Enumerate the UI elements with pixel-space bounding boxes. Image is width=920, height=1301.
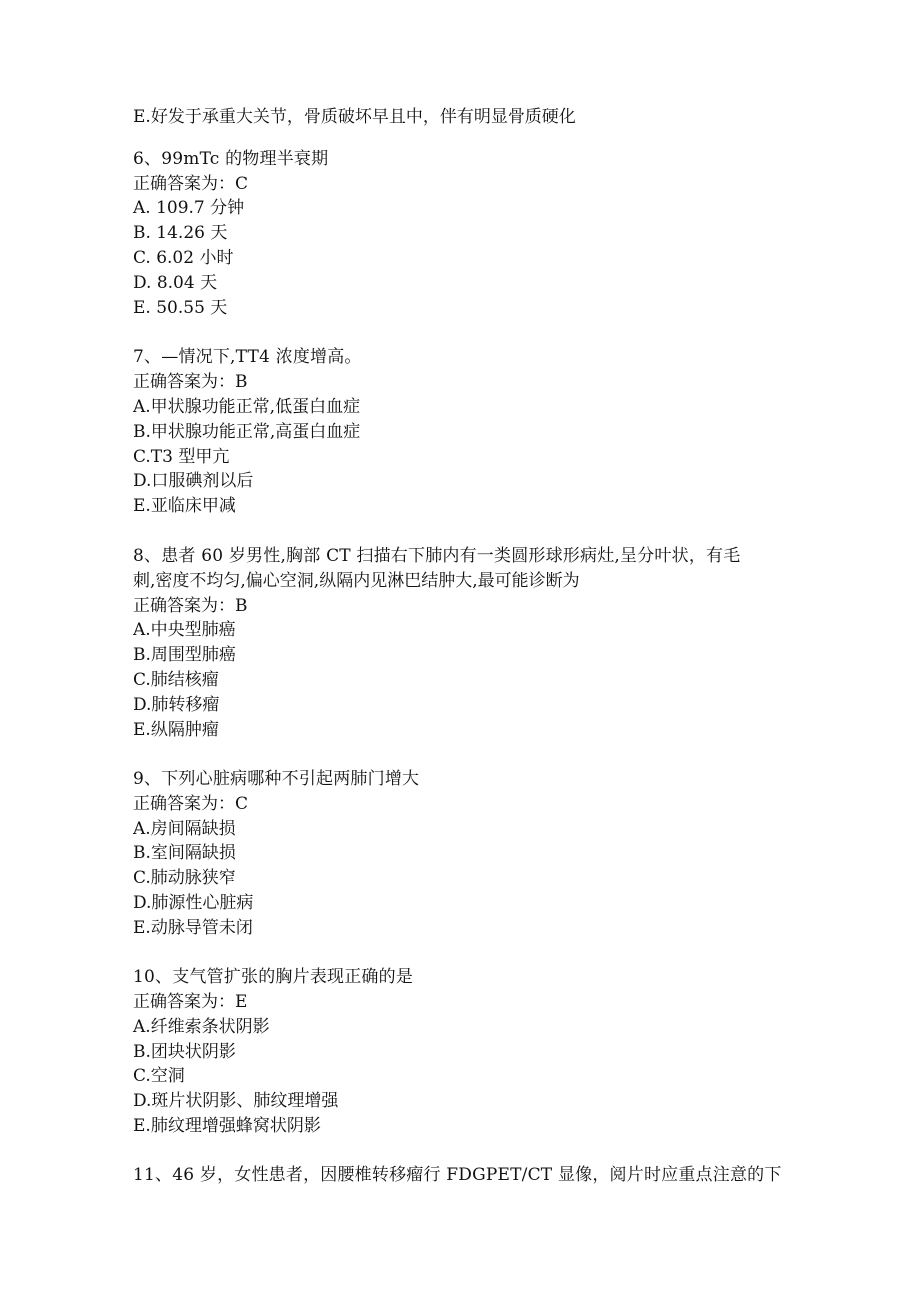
question-8-option-b: B.周围型肺癌 (133, 645, 236, 665)
question-10-option-c: C.空洞 (133, 1066, 185, 1086)
question-10-option-b: B.团块状阴影 (133, 1042, 236, 1062)
question-6-stem: 6、99mTc 的物理半衰期 (133, 149, 329, 169)
question-8-answer: 正确答案为：B (133, 596, 248, 616)
question-7-option-b: B.甲状腺功能正常,高蛋白血症 (133, 422, 361, 442)
question-7-option-c: C.T3 型甲亢 (133, 447, 230, 467)
question-6-option-d: D. 8.04 天 (133, 273, 218, 293)
question-6-option-c: C. 6.02 小时 (133, 248, 234, 268)
question-8-option-e: E.纵隔肿瘤 (133, 720, 219, 740)
question-10-option-d: D.斑片状阴影、肺纹理增强 (133, 1091, 339, 1111)
question-9-answer: 正确答案为：C (133, 794, 249, 814)
question-6-option-e: E. 50.55 天 (133, 298, 228, 318)
question-9-option-e: E.动脉导管未闭 (133, 918, 253, 938)
question-10-answer: 正确答案为：E (133, 992, 248, 1012)
question-11-stem: 11、46 岁，女性患者，因腰椎转移瘤行 FDGPET/CT 显像，阅片时应重点注意的下 (133, 1165, 782, 1185)
question-7-answer: 正确答案为：B (133, 372, 248, 392)
question-6-option-a: A. 109.7 分钟 (133, 198, 245, 218)
question-10-stem: 10、支气管扩张的胸片表现正确的是 (133, 967, 414, 987)
question-8-option-d: D.肺转移瘤 (133, 695, 220, 715)
question-7-option-d: D.口服碘剂以后 (133, 471, 254, 491)
question-6-option-b: B. 14.26 天 (133, 223, 228, 243)
question-7-option-e: E.亚临床甲减 (133, 496, 236, 516)
question-6-answer: 正确答案为：C (133, 174, 249, 194)
question-9-option-a: A.房间隔缺损 (133, 819, 236, 839)
question-7-option-a: A.甲状腺功能正常,低蛋白血症 (133, 397, 361, 417)
question-9-option-c: C.肺动脉狭窄 (133, 868, 236, 888)
question-8-option-c: C.肺结核瘤 (133, 670, 219, 690)
question-8-stem-line-2: 刺,密度不均匀,偏心空洞,纵隔内见淋巴结肿大,最可能诊断为 (133, 571, 580, 591)
question-9-option-d: D.肺源性心脏病 (133, 893, 254, 913)
question-8-stem-line-1: 8、患者 60 岁男性,胸部 CT 扫描右下肺内有一类圆形球形病灶,呈分叶状，有毛 (133, 546, 741, 566)
option-e-prev-question: E.好发于承重大关节，骨质破坏早且中，伴有明显骨质硬化 (133, 107, 576, 127)
question-7-stem: 7、—情况下,TT4 浓度增高。 (133, 347, 362, 367)
question-8-option-a: A.中央型肺癌 (133, 620, 236, 640)
question-9-option-b: B.室间隔缺损 (133, 843, 236, 863)
question-10-option-e: E.肺纹理增强蜂窝状阴影 (133, 1116, 321, 1136)
question-9-stem: 9、下列心脏病哪种不引起两肺门增大 (133, 769, 420, 789)
question-10-option-a: A.纤维索条状阴影 (133, 1017, 270, 1037)
